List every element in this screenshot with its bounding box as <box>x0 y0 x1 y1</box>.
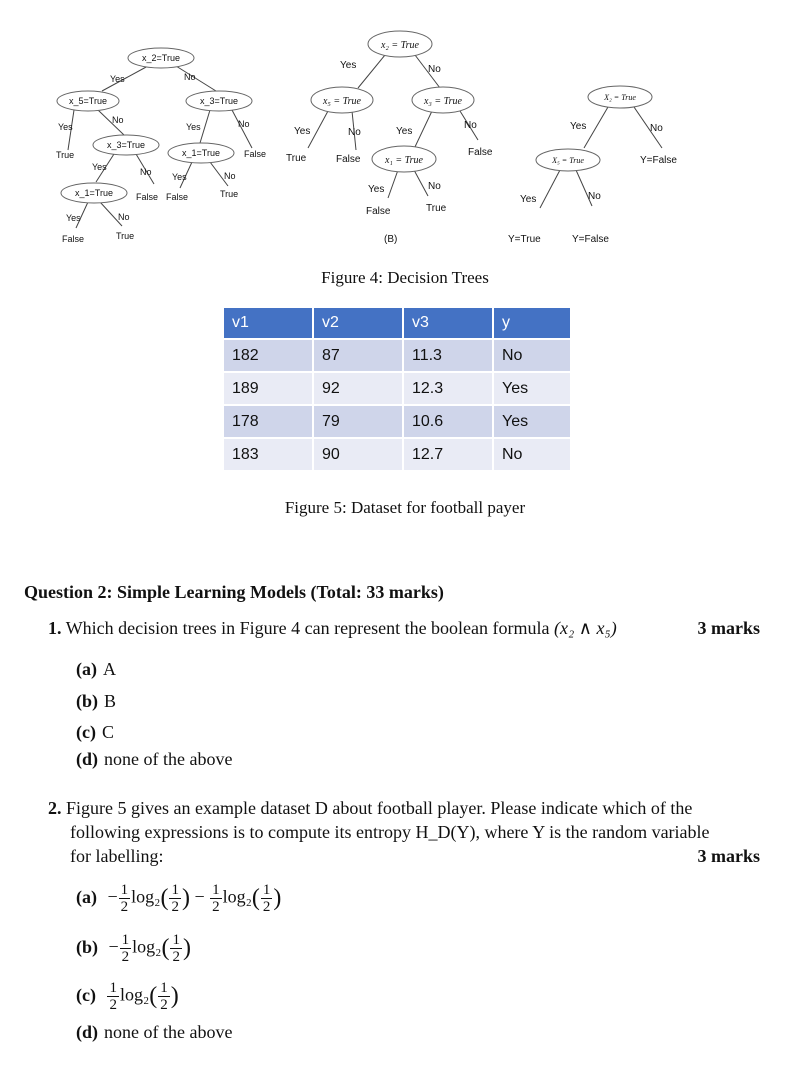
tree-c-node: X₅ = True <box>552 156 584 165</box>
tree-a-node: x_3=True <box>107 140 145 150</box>
tree-c-root: X₂ = True <box>604 93 636 102</box>
tree-b-root: x₂ = True <box>380 40 420 51</box>
edge-label: Yes <box>520 194 537 205</box>
table-cell: 12.3 <box>403 372 493 405</box>
table-cell: 92 <box>313 372 403 405</box>
table-cell: Yes <box>493 372 570 405</box>
leaf: False <box>166 192 189 202</box>
leaf: False <box>468 147 493 158</box>
option-label: (d) <box>76 1022 98 1042</box>
table-cell: Yes <box>493 405 570 438</box>
table-cell: 12.7 <box>403 438 493 470</box>
figure5-caption: Figure 5: Dataset for football payer <box>284 498 526 517</box>
table-cell: 189 <box>224 372 313 405</box>
edge-label: No <box>224 171 236 181</box>
table-cell: 178 <box>224 405 313 438</box>
option-label: (d) <box>76 749 98 769</box>
q2-stem-line1 <box>48 798 692 819</box>
table-cell: No <box>493 339 570 372</box>
table-cell: 182 <box>224 339 313 372</box>
tree-b-node: x₁ = True <box>384 155 424 166</box>
leaf: True <box>286 153 307 164</box>
table-cell: 79 <box>313 405 403 438</box>
q1-stem <box>48 618 617 639</box>
edge-label: No <box>428 181 441 192</box>
table-cell: 90 <box>313 438 403 470</box>
q2-option-c[interactable]: (c) $\frac{1}{2}$ log₂( $\frac{1}{2}$ ) <box>76 980 179 1013</box>
q2-marks: 3 marks <box>697 846 760 866</box>
q1-number: 1. <box>48 618 62 638</box>
figure4-caption: Figure 4: Decision Trees <box>321 268 489 287</box>
tree-b-label: (B) <box>384 234 398 245</box>
q1-option-d[interactable] <box>76 749 232 770</box>
tree-b <box>286 31 493 245</box>
leaf: False <box>62 234 85 244</box>
edge-label: No <box>348 127 361 138</box>
option-label: (b) <box>76 691 98 711</box>
leaf: True <box>56 150 75 160</box>
tree-b-node: x₅ = True <box>322 96 362 107</box>
edge-label: Yes <box>368 184 385 195</box>
leaf: False <box>136 192 159 202</box>
q2-stem-line3: for labelling: <box>70 846 164 866</box>
q2-text: Figure 5 gives an example dataset D about football player. Please indicate which of the <box>66 798 693 818</box>
edge-label: No <box>428 64 441 75</box>
leaf: False <box>366 206 391 217</box>
edge-label: Yes <box>110 74 125 84</box>
table-cell: 183 <box>224 438 313 470</box>
question-title: Question 2: Simple Learning Models (Total: 33 marks) <box>24 582 444 602</box>
leaf: Y=True <box>508 234 541 245</box>
tree-a-root: x_2=True <box>142 53 180 63</box>
edge-label: Yes <box>340 60 357 71</box>
leaf: False <box>244 149 267 159</box>
football-dataset-table <box>224 308 570 470</box>
table-cell: No <box>493 438 570 470</box>
edge-label: No <box>650 123 663 134</box>
edge-label: Yes <box>92 162 107 172</box>
q1-text: Which decision trees in Figure 4 can represent the boolean formula <box>65 618 550 638</box>
tree-b-node: x₃ = True <box>423 96 463 107</box>
q2-option-d[interactable] <box>76 1022 232 1043</box>
tree-a <box>56 48 266 244</box>
tree-a-node: x_5=True <box>69 96 107 106</box>
edge-label: Yes <box>186 122 201 132</box>
option-label: (a) <box>76 886 97 907</box>
leaf: False <box>336 154 361 165</box>
column-header: y <box>493 308 570 339</box>
tree-c <box>508 86 677 245</box>
q1-option-a[interactable] <box>76 659 116 680</box>
q1-option-c[interactable] <box>76 722 114 743</box>
edge-label: No <box>112 115 124 125</box>
edge-label: Yes <box>396 126 413 137</box>
column-header: v1 <box>224 308 313 339</box>
q1-marks: 3 marks <box>697 618 760 638</box>
leaf: True <box>426 203 447 214</box>
table-row <box>224 405 570 438</box>
leaf: True <box>116 231 135 241</box>
q1-option-b[interactable] <box>76 691 116 712</box>
q2-number: 2. <box>48 798 62 818</box>
leaf: True <box>220 189 239 199</box>
edge-label: No <box>588 191 601 202</box>
q2-option-b[interactable]: (b) − $\frac{1}{2}$ log₂( $\frac{1}{2}$ ) <box>76 932 191 965</box>
edge-label: No <box>140 167 152 177</box>
edge-label: Yes <box>58 122 73 132</box>
tree-a-node: x_1=True <box>182 148 220 158</box>
option-label: (c) <box>76 984 96 1005</box>
option-label: (c) <box>76 722 96 742</box>
leaf: Y=False <box>640 155 677 166</box>
edge-label: Yes <box>172 172 187 182</box>
column-header: v2 <box>313 308 403 339</box>
table-row <box>224 438 570 470</box>
option-text: B <box>104 691 117 711</box>
table-row <box>224 339 570 372</box>
edge-label: No <box>464 120 477 131</box>
edge-label: No <box>184 72 196 82</box>
option-text: none of the above <box>104 749 233 769</box>
table-row <box>224 372 570 405</box>
edge-label: Yes <box>66 213 81 223</box>
option-text: C <box>101 722 114 742</box>
option-text: none of the above <box>104 1022 233 1042</box>
table-cell: 87 <box>313 339 403 372</box>
option-label: (a) <box>76 659 97 679</box>
table-cell: 10.6 <box>403 405 493 438</box>
option-label: (b) <box>76 936 98 957</box>
edge-label: Yes <box>294 126 311 137</box>
column-header: v3 <box>403 308 493 339</box>
tree-a-node: x_1=True <box>75 188 113 198</box>
table-cell: 11.3 <box>403 339 493 372</box>
edge-label: No <box>118 212 130 222</box>
edge-label: No <box>238 119 250 129</box>
q2-option-a[interactable]: (a) − $\frac{1}{2}$ log₂( $\frac{1}{2}$ ) − $\frac{1}{2}$ log₂( $\frac{1}{2}$ ) <box>76 882 282 915</box>
q1-formula: (x₂ ∧ x₅) <box>554 618 617 638</box>
edge-label: Yes <box>570 121 587 132</box>
tree-a-node: x_3=True <box>200 96 238 106</box>
leaf: Y=False <box>572 234 609 245</box>
q2-stem-line2: following expressions is to compute its entropy H_D(Y), where Y is the random variable <box>70 822 710 842</box>
option-text: A <box>103 659 116 679</box>
decision-trees-figure <box>0 0 810 260</box>
